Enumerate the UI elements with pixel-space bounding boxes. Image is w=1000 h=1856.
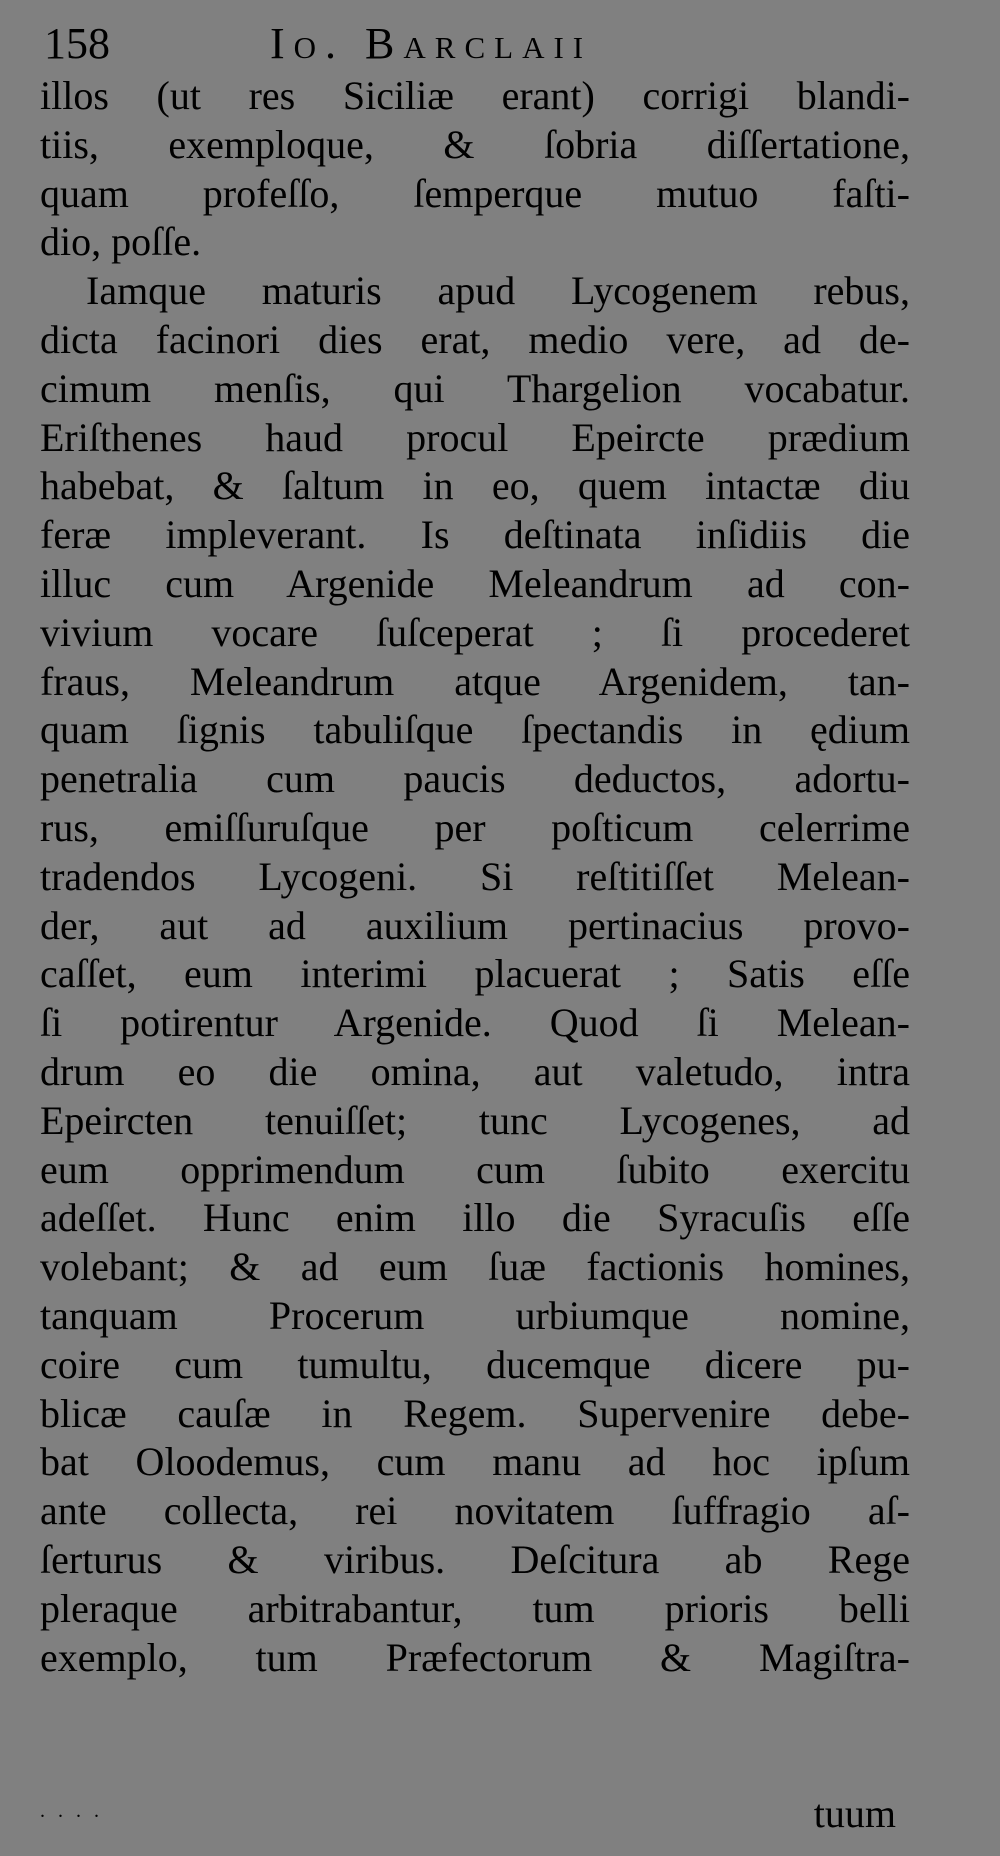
text-line: blicæ cauſæ in Regem. Supervenire debe- bbox=[40, 1390, 910, 1436]
catchword: tuum bbox=[813, 1791, 896, 1836]
text-line: fraus, Meleandrum atque Argenidem, tan- bbox=[40, 658, 910, 704]
text-line: volebant; & ad eum ſuæ factionis homines, bbox=[40, 1244, 910, 1290]
text-line: pleraque arbitrabantur, tum prioris belli bbox=[40, 1585, 910, 1631]
text-line: tanquam Procerum urbiumque nomine, bbox=[40, 1292, 910, 1338]
body-text bbox=[40, 72, 910, 1682]
text-line: quam ſignis tabuliſque ſpectandis in ędium bbox=[40, 707, 910, 753]
text-line: habebat, & ſaltum in eo, quem intactæ diu bbox=[40, 463, 910, 509]
text-line: exemplo, tum Præfectorum & Magiſtra- bbox=[40, 1634, 910, 1680]
text-line: penetralia cum paucis deductos, adortu- bbox=[40, 756, 910, 802]
text-line: coire cum tumultu, ducemque dicere pu- bbox=[40, 1341, 910, 1387]
page-footer bbox=[40, 1790, 910, 1840]
text-line: Eriſthenes haud procul Epeircte prædium bbox=[40, 414, 910, 460]
text-line: ſerturus & viribus. Deſcitura ab Rege bbox=[40, 1536, 910, 1582]
text-line: cimum menſis, qui Thargelion vocabatur. bbox=[40, 365, 910, 411]
text-line: adeſſet. Hunc enim illo die Syracuſis eſſe bbox=[40, 1195, 910, 1241]
text-line: tiis, exemploque, & ſobria diſſertatione, bbox=[40, 121, 910, 167]
text-line: illos (ut res Siciliæ erant) corrigi blandi- bbox=[40, 73, 910, 118]
text-line: tradendos Lycogeni. Si reſtitiſſet Melean- bbox=[40, 853, 910, 899]
text-line: ſi potirentur Argenide. Quod ſi Melean- bbox=[40, 1000, 910, 1046]
print-specks: . . . . bbox=[40, 1800, 103, 1822]
text-line: dicta facinori dies erat, medio vere, ad de- bbox=[40, 316, 910, 362]
text-line: quam profeſſo, ſemperque mutuo faſti- bbox=[40, 170, 910, 216]
text-line: bat Oloodemus, cum manu ad hoc ipſum bbox=[40, 1439, 910, 1485]
running-head: Io. Barclaii bbox=[270, 19, 593, 68]
text-line: dio, poſſe. bbox=[40, 219, 202, 265]
text-line: der, aut ad auxilium pertinacius provo- bbox=[40, 902, 910, 948]
text-line: Iamque maturis apud Lycogenem rebus, bbox=[86, 268, 910, 314]
text-line: eum opprimendum cum ſubito exercitu bbox=[40, 1146, 910, 1192]
text-line: vivium vocare ſuſceperat ; ſi procederet bbox=[40, 609, 910, 655]
page-header bbox=[38, 14, 938, 74]
text-line: Epeircten tenuiſſet; tunc Lycogenes, ad bbox=[40, 1097, 910, 1143]
text-line: caſſet, eum interimi placuerat ; Satis eſſe bbox=[40, 951, 910, 997]
page-number: 158 bbox=[44, 19, 110, 68]
text-line: rus, emiſſuruſque per poſticum celerrime bbox=[40, 804, 910, 850]
text-line: drum eo die omina, aut valetudo, intra bbox=[40, 1048, 910, 1094]
text-line: illuc cum Argenide Meleandrum ad con- bbox=[40, 560, 910, 606]
text-line: ante collecta, rei novitatem ſuffragio aſ- bbox=[40, 1488, 910, 1534]
text-line: feræ impleverant. Is deſtinata inſidiis die bbox=[40, 512, 910, 558]
